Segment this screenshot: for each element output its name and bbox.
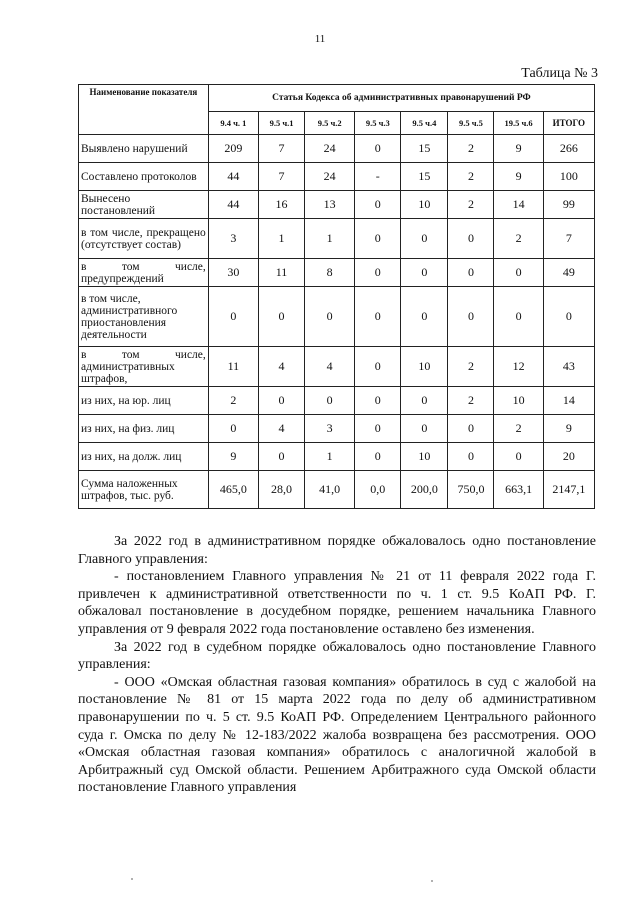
table-cell: 0 [448,259,494,287]
table-cell: 266 [543,135,594,163]
table-cell: 0 [259,443,305,471]
table-cell: 11 [259,259,305,287]
table-cell: - [355,163,401,191]
table-cell: 15 [401,135,448,163]
column-header: 9.5 ч.1 [259,112,305,135]
table-row [79,387,595,415]
table-cell: 0 [305,387,355,415]
table-cell: 4 [259,415,305,443]
table-cell: 1 [305,219,355,259]
table-row [79,347,595,387]
table-cell: 2 [448,387,494,415]
table-cell: 99 [543,191,594,219]
table-row [79,415,595,443]
row-label: Вынесено постановлений [79,191,209,219]
row-label: в том числе, предупреждений [79,259,209,287]
table-cell: 7 [259,135,305,163]
table-cell: 0,0 [355,471,401,509]
table-row [79,135,595,163]
table-cell: 10 [494,387,543,415]
table-cell: 7 [543,219,594,259]
table-cell: 14 [543,387,594,415]
table-cell: 0 [355,191,401,219]
table-cell: 200,0 [401,471,448,509]
paragraph: За 2022 год в судебном порядке обжаловалось одно постановление Главного управления: [78,639,596,673]
table-cell: 9 [543,415,594,443]
table-cell: 13 [305,191,355,219]
table-cell: 10 [401,347,448,387]
table-cell: 100 [543,163,594,191]
table-cell: 0 [355,135,401,163]
table-cell: 11 [208,347,258,387]
paragraph: За 2022 год в административном порядке обжаловалось одно постановление Главного управления: [78,534,596,567]
table-cell: 4 [259,347,305,387]
table-cell: 2 [494,415,543,443]
table-caption: Таблица № 3 [521,66,598,81]
table-cell: 4 [305,347,355,387]
table-cell: 0 [401,415,448,443]
row-label: в том числе, административного приостановления деятельности [79,287,209,347]
table-cell: 2 [208,387,258,415]
row-label: Составлено протоколов [79,163,209,191]
table-cell: 7 [259,163,305,191]
column-header: 9.5 ч.4 [401,112,448,135]
row-label: Сумма наложенных штрафов, тыс. руб. [79,471,209,509]
table-cell: 9 [494,163,543,191]
table-cell: 0 [543,287,594,347]
table-row [79,287,595,347]
table-cell: 14 [494,191,543,219]
table-cell: 20 [543,443,594,471]
column-header: 9.5 ч.5 [448,112,494,135]
name-column-header: Наименование показателя [79,85,209,135]
table-cell: 0 [355,287,401,347]
table-cell: 30 [208,259,258,287]
row-label: в том числе, административных штрафов, [79,347,209,387]
table-cell: 0 [355,415,401,443]
table-cell: 2 [448,163,494,191]
table-cell: 24 [305,163,355,191]
table-cell: 49 [543,259,594,287]
body-text [78,533,596,797]
row-label: в том числе, прекращено (отсутствует состав) [79,219,209,259]
table-cell: 0 [448,287,494,347]
table-row [79,163,595,191]
code-column-header: Статья Кодекса об административных правонарушений РФ [208,85,594,112]
table-cell: 0 [208,415,258,443]
table-cell: 0 [355,387,401,415]
table-cell: 9 [208,443,258,471]
table-cell: 15 [401,163,448,191]
table-cell: 1 [305,443,355,471]
scan-speck [431,880,433,882]
table-cell: 43 [543,347,594,387]
table-cell: 0 [401,287,448,347]
table-cell: 0 [494,443,543,471]
table-row [79,259,595,287]
table-cell: 663,1 [494,471,543,509]
row-label: Выявлено нарушений [79,135,209,163]
table-cell: 0 [305,287,355,347]
table-row [79,443,595,471]
table-cell: 0 [494,287,543,347]
table-cell: 2 [448,135,494,163]
table-cell: 44 [208,163,258,191]
table-cell: 9 [494,135,543,163]
row-label: из них, на долж. лиц [79,443,209,471]
table-cell: 44 [208,191,258,219]
table-cell: 12 [494,347,543,387]
table-cell: 3 [208,219,258,259]
table-cell: 2 [448,191,494,219]
table-cell: 0 [259,387,305,415]
table-cell: 0 [448,219,494,259]
table-cell: 3 [305,415,355,443]
column-header: 19.5 ч.6 [494,112,543,135]
row-label: из них, на юр. лиц [79,387,209,415]
table-cell: 750,0 [448,471,494,509]
statistics-table [78,84,595,509]
table-cell: 8 [305,259,355,287]
table-cell: 465,0 [208,471,258,509]
table-cell: 1 [259,219,305,259]
table-row [79,471,595,509]
column-header: 9.5 ч.2 [305,112,355,135]
table-cell: 0 [448,443,494,471]
table-cell: 41,0 [305,471,355,509]
table-cell: 0 [208,287,258,347]
table-cell: 0 [401,387,448,415]
table-cell: 24 [305,135,355,163]
table-cell: 10 [401,191,448,219]
table-cell: 28,0 [259,471,305,509]
table-cell: 0 [401,259,448,287]
column-header: 9.5 ч.3 [355,112,401,135]
table-cell: 0 [259,287,305,347]
table-cell: 16 [259,191,305,219]
column-header: 9.4 ч. 1 [208,112,258,135]
paragraph: - постановлением Главного управления № 21 от 11 февраля 2022 года Г. привлечен к административной ответственности по ч. 1 ст. 9.5 КоАП РФ. Г. обжаловал постановление в досудебном порядке, решением начальника Главного управления от 9 февраля 2022 года постановление оставлено без изменения. [78,569,596,637]
table-cell: 0 [355,219,401,259]
table-cell: 2 [448,347,494,387]
table-cell: 10 [401,443,448,471]
table-cell: 0 [494,259,543,287]
column-header: ИТОГО [543,112,594,135]
row-label: из них, на физ. лиц [79,415,209,443]
table-cell: 0 [355,347,401,387]
table-cell: 209 [208,135,258,163]
paragraph: - ООО «Омская областная газовая компания» обратилось в суд с жалобой на постановление № 81 от 15 марта 2022 года по делу об административном правонарушении по ч. 5 ст. 9.5 КоАП РФ. Определением Центрального районного суда г. Омска по делу № 12-183/2022 жалоба возвращена без рассмотрения. ООО «Омская областная газовая компания» обратилось с аналогичной жалобой в Арбитражный суд Омской области. Решением Арбитражного суда Омской области постановление Главного управления [78,674,596,796]
table-cell: 0 [401,219,448,259]
table-row [79,191,595,219]
table-cell: 0 [448,415,494,443]
table-cell: 2147,1 [543,471,594,509]
table-cell: 0 [355,443,401,471]
table-cell: 2 [494,219,543,259]
page-number: 11 [314,33,326,45]
table-cell: 0 [355,259,401,287]
scan-speck [131,878,133,880]
table-row [79,219,595,259]
